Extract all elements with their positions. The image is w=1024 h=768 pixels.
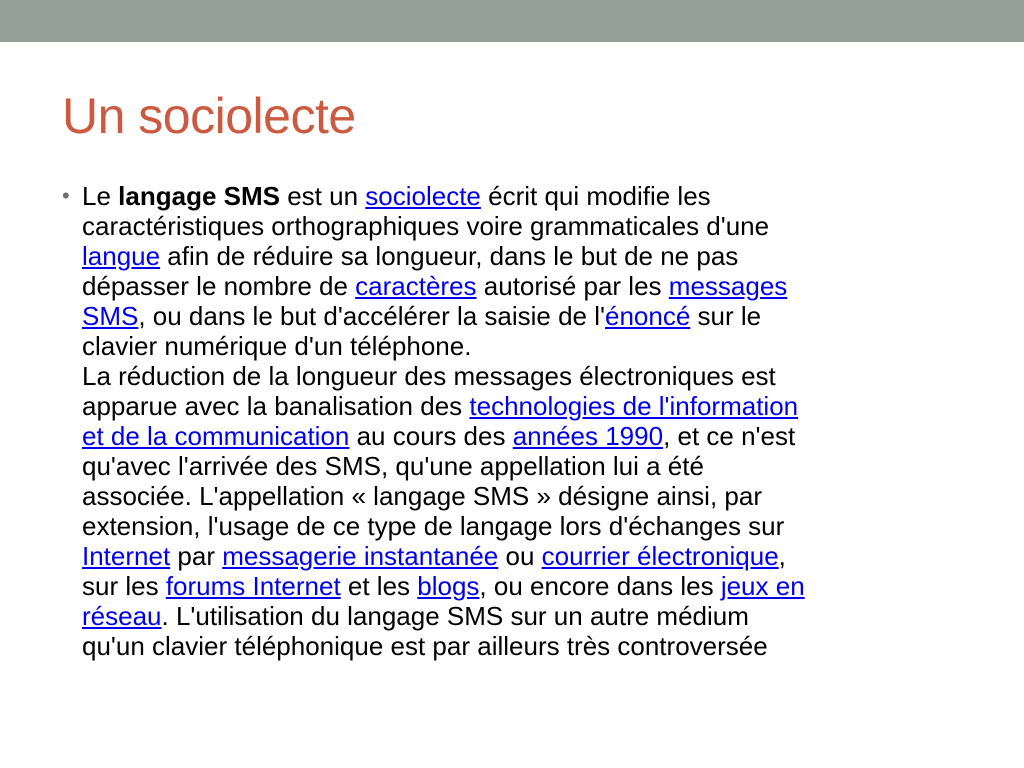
text-run: associée. L'appellation « langage SMS » désigne ainsi, par [82,481,762,511]
link-langue[interactable]: langue [82,241,161,271]
text-run: écrit qui modifie les [480,181,711,211]
link-sociolecte[interactable]: sociolecte [365,181,481,211]
link-courrier-electronique[interactable]: courrier électronique [541,541,779,571]
text-line [82,541,962,571]
link-jeux-en-reseau-cont[interactable]: réseau [82,601,162,631]
text-line [82,481,962,511]
link-forums-internet[interactable]: forums Internet [165,571,341,601]
text-run: autorisé par les [476,271,669,301]
text-run: sur les [82,571,166,601]
bullet-dot-icon: • [62,183,70,208]
text-run: ou [498,541,542,571]
text-line [82,331,962,361]
text-line [82,601,962,631]
text-line [82,361,962,391]
link-tic-cont[interactable]: et de la communication [82,421,350,451]
text-line [82,301,962,331]
top-accent-bar [0,0,1024,42]
text-run: qu'un clavier téléphonique est par ailleurs très controversée [82,631,768,661]
text-line [82,241,962,271]
text-run: , et ce n'est [663,421,796,451]
text-run: sur le [690,301,762,331]
text-run: et les [340,571,418,601]
text-line [82,421,962,451]
text-line [82,181,962,211]
text-line [82,511,962,541]
link-jeux-en-reseau[interactable]: jeux en [720,571,805,601]
text-line [82,631,962,661]
text-run: afin de réduire sa longueur, dans le but de ne pas [160,241,739,271]
text-line [82,571,962,601]
link-annees-1990[interactable]: années 1990 [512,421,664,451]
link-messages-sms[interactable]: messages [668,271,788,301]
text-run: , [778,541,786,571]
text-line [82,451,962,481]
text-run: clavier numérique d'un téléphone. [82,331,472,361]
bullet-list [62,181,962,661]
text-run: caractéristiques orthographiques voire grammaticales d'une [82,211,770,241]
text-run: apparue avec la banalisation des [82,391,470,421]
text-run: , ou encore dans les [479,571,721,601]
text-run: qu'avec l'arrivée des SMS, qu'une appellation lui a été [82,451,704,481]
link-messagerie-instantanee[interactable]: messagerie instantanée [222,541,499,571]
slide-title: Un sociolecte [62,88,356,144]
text-run: , ou dans le but d'accélérer la saisie de l' [138,301,605,331]
text-run: au cours des [349,421,513,451]
link-messages-sms-cont[interactable]: SMS [82,301,139,331]
text-run: dépasser le nombre de [82,271,356,301]
bullet-paragraph [82,181,962,661]
text-run: extension, l'usage de ce type de langage lors d'échanges sur [82,511,785,541]
link-internet[interactable]: Internet [82,541,171,571]
text-run: par [170,541,223,571]
link-enonce[interactable]: énoncé [605,301,691,331]
text-run: . L'utilisation du langage SMS sur un autre médium [161,601,749,631]
text-line [82,271,962,301]
link-tic[interactable]: technologies de l'information [469,391,799,421]
text-run: La réduction de la longueur des messages électroniques est [82,361,776,391]
link-caracteres[interactable]: caractères [355,271,477,301]
link-blogs[interactable]: blogs [417,571,480,601]
bold-term-langage-sms: langage SMS [118,181,280,211]
text-line [82,391,962,421]
text-line [82,211,962,241]
text-run: Le [82,181,119,211]
text-run: est un [279,181,366,211]
